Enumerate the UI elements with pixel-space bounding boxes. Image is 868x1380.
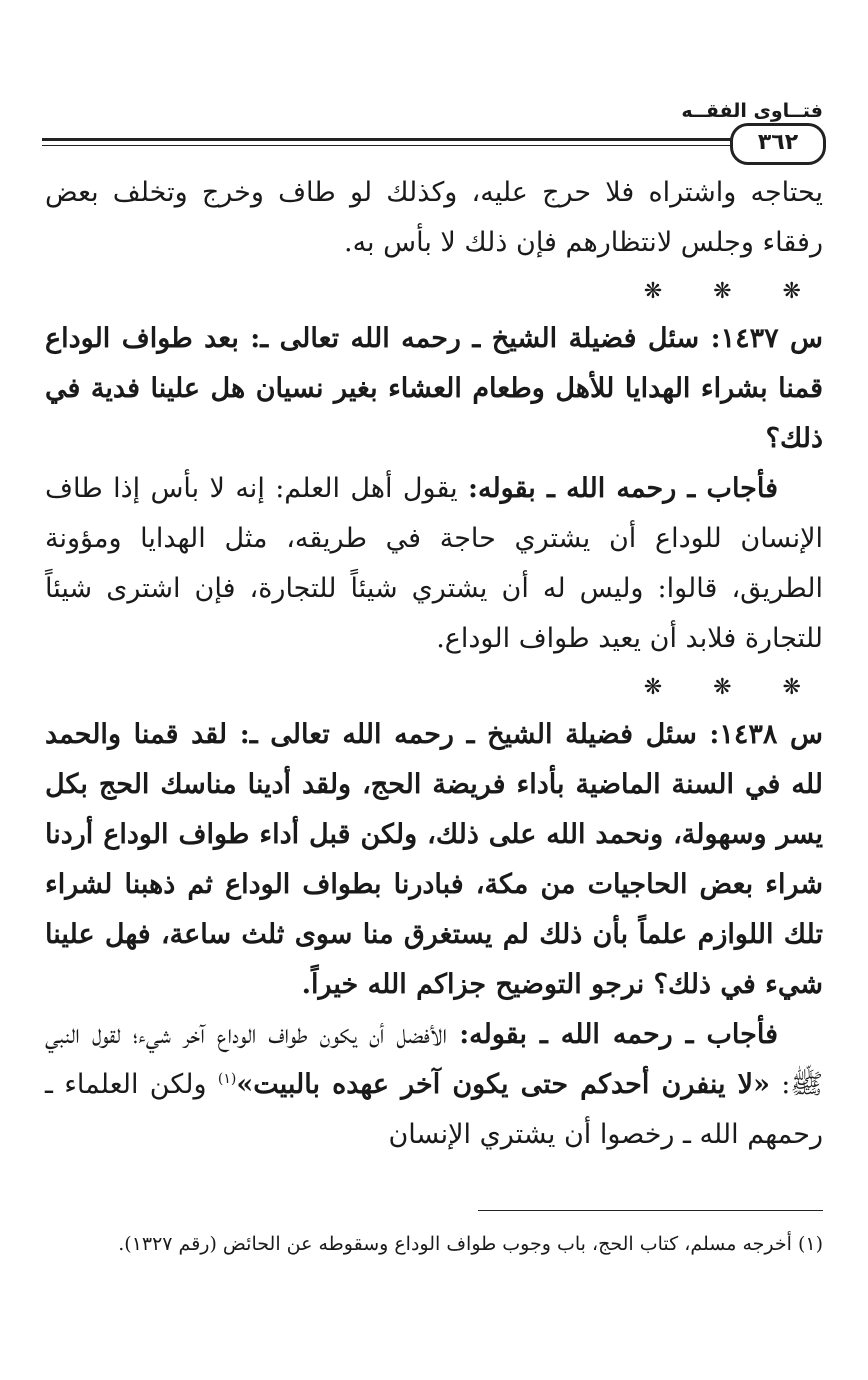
answer-lead: فأجاب ـ رحمه الله ـ بقوله: — [468, 473, 778, 504]
section-separator: ❋ ❋ ❋ — [643, 279, 823, 304]
header-rule — [42, 138, 738, 141]
answer-lead: فأجاب ـ رحمه الله ـ بقوله: — [459, 1019, 778, 1050]
section-separator: ❋ ❋ ❋ — [643, 675, 823, 700]
question-1438: س ١٤٣٨: سئل فضيلة الشيخ ـ رحمه الله تعالى ـ: لقد قمنا والحمد لله في السنة الماضية بأداء فريضة الحج، ولقد أدينا مناسك الحج بكل يسر وسهولة، ونحمد الله على ذلك، ولكن قبل أداء طواف الوداع أردنا شراء بعض الحاجيات من مكة، فبادرنا بطواف الوداع ثم ذهبنا لشراء تلك اللوازم علماً بأن ذلك لم يستغرق منا سوى ثلث ساعة، فهل علينا شيء في ذلك؟ نرجو التوضيح جزاكم الله خيراً. — [45, 719, 823, 1000]
answer-1437 — [45, 464, 823, 664]
answer-1438 — [45, 1010, 823, 1160]
answer-text: يقول أهل العلم: إنه لا بأس إذا طاف الإنسان للوداع أن يشتري حاجة في طريقه، مثل الهدايا ومؤونة الطريق، قالوا: وليس له أن يشتري شيئاً للتجارة، فإن اشترى شيئاً للتجارة فلابد أن يعيد طواف الوداع. — [45, 473, 823, 654]
answer-text-continued: ولكن العلماء ـ رحمهم الله ـ رخصوا أن يشتري الإنسان — [45, 1069, 823, 1150]
page-number: ٣٦٢ — [730, 123, 826, 165]
body-text — [45, 168, 823, 1160]
header-rule-thin — [42, 145, 738, 146]
footnote-ref: (١) — [217, 1071, 237, 1087]
answer-text: الأفضل أن يكون طواف الوداع آخر شيء؛ لقول النبي ﷺ: — [45, 1019, 824, 1100]
footnote-rule — [478, 1210, 823, 1211]
running-title: فتــاوى الفقــه — [681, 100, 823, 122]
question-1437: س ١٤٣٧: سئل فضيلة الشيخ ـ رحمه الله تعالى ـ: بعد طواف الوداع قمنا بشراء الهدايا للأهل وطعام العشاء بغير نسيان هل علينا فدية في ذلك؟ — [45, 323, 823, 454]
paragraph-continuation: يحتاجه واشتراه فلا حرج عليه، وكذلك لو طاف وخرج وتخلف بعض رفقاء وجلس لانتظارهم فإن ذلك لا بأس به. — [45, 177, 823, 258]
footnote: (١) أخرجه مسلم، كتاب الحج، باب وجوب طواف الوداع وسقوطه عن الحائض (رقم ١٣٢٧). — [118, 1233, 823, 1255]
hadith-quote: «لا ينفرن أحدكم حتى يكون آخر عهده بالبيت» — [236, 1069, 770, 1100]
